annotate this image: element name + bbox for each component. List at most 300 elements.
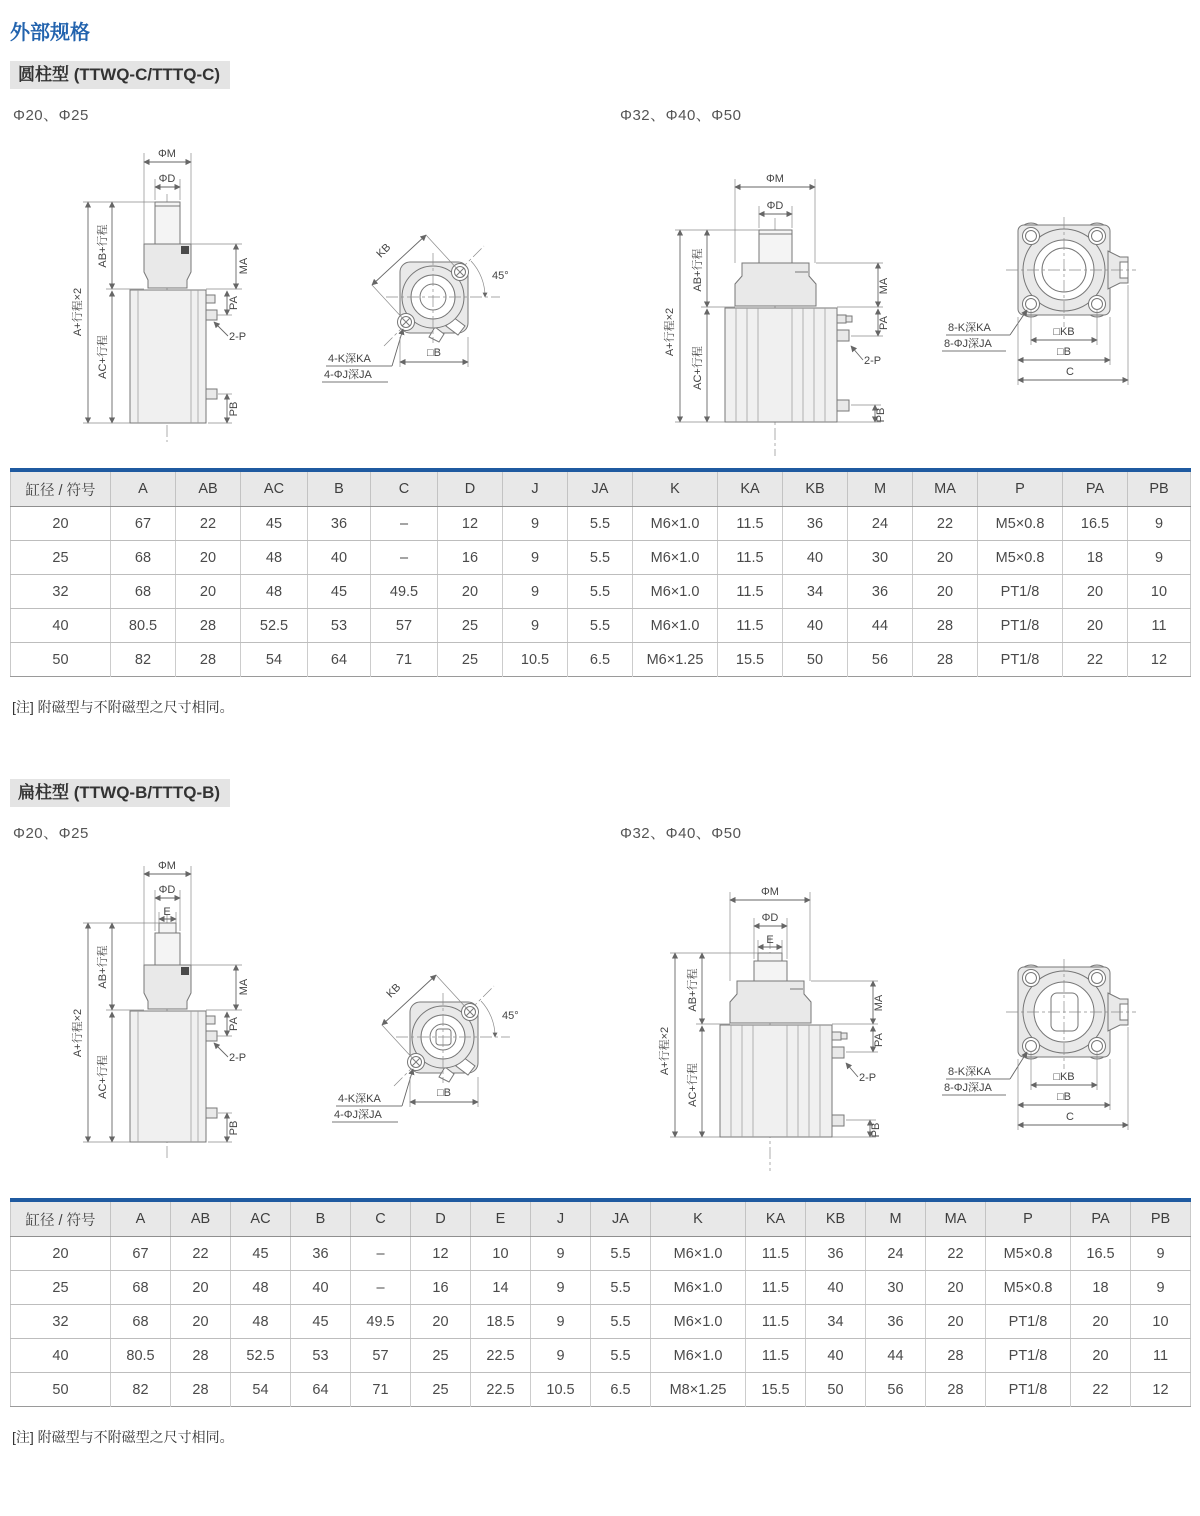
table-cell: 54	[231, 1373, 291, 1407]
table-cell: 40	[291, 1271, 351, 1305]
table-cell: 9	[1128, 507, 1191, 541]
table-cell: 48	[241, 575, 308, 609]
table-cell: 16	[438, 541, 503, 575]
dim-ac-stroke: AC+行程	[687, 1063, 699, 1107]
table-cell: 64	[308, 643, 371, 677]
table-cell: 53	[291, 1339, 351, 1373]
table-header-cell: KB	[783, 470, 848, 507]
dim-kb: KB	[384, 981, 404, 1001]
drawing-s1-side-view-small	[60, 140, 320, 470]
drawing-s2-top-view-large	[930, 935, 1200, 1155]
table-header-cell: M	[866, 1200, 926, 1237]
drawing-s1-side-view-large	[635, 160, 910, 470]
table-cell: 57	[351, 1339, 411, 1373]
dim-a-stroke: A+行程×2	[664, 307, 676, 357]
table-cell: 40	[783, 541, 848, 575]
table-cell: 28	[926, 1373, 986, 1407]
table-cell: 9	[503, 541, 568, 575]
table-cell: 40	[11, 1339, 111, 1373]
dim-pa: PA	[878, 316, 890, 330]
dim-45deg: 45°	[492, 270, 509, 282]
dim-sq-b: □B	[1057, 346, 1071, 358]
table-cell: 10	[471, 1237, 531, 1271]
table-cell: 56	[866, 1373, 926, 1407]
table-cell: 68	[111, 575, 176, 609]
table-cell: 5.5	[591, 1271, 651, 1305]
dim-ma: MA	[878, 277, 890, 295]
dim-sq-b: □B	[427, 347, 441, 359]
table-cell: 12	[1128, 643, 1191, 677]
table-cell: 40	[806, 1339, 866, 1373]
table-cell: 50	[52, 651, 69, 668]
table-cell: 25	[438, 643, 503, 677]
table-cell: 36	[806, 1237, 866, 1271]
page-title: 外部规格	[10, 22, 90, 44]
dim-c: C	[1066, 366, 1074, 378]
table-cell: 50	[783, 643, 848, 677]
table-header-cell: 缸径 / 符号	[11, 470, 111, 507]
table-cell: 28	[913, 643, 978, 677]
table-cell: 15.5	[746, 1373, 806, 1407]
table-cell: 20	[913, 575, 978, 609]
table-cell: 32	[11, 575, 111, 609]
table-cell: 30	[848, 541, 913, 575]
table-cell: 68	[111, 1271, 171, 1305]
dim-ac-stroke: AC+行程	[97, 335, 109, 379]
table-header-cell: PA	[1063, 470, 1128, 507]
label-8k-ka: 8-K深KA	[948, 1066, 991, 1078]
table-cell: 9	[1131, 1237, 1191, 1271]
dim-pa: PA	[873, 1033, 885, 1047]
table-header-cell: MA	[926, 1200, 986, 1237]
drawing-s2-side-view-small	[60, 855, 320, 1190]
table-cell: 49.5	[371, 575, 438, 609]
table-cell: 24	[866, 1237, 926, 1271]
table-cell: 11.5	[718, 507, 783, 541]
table-cell: 28	[171, 1339, 231, 1373]
table-cell: 10.5	[503, 643, 568, 677]
table-cell: 40	[783, 609, 848, 643]
table-cell: 6.5	[568, 643, 633, 677]
dim-ma: MA	[238, 257, 250, 275]
dim-phi-m: ΦM	[761, 886, 779, 898]
table-cell: 9	[531, 1339, 591, 1373]
table-header-cell: K	[651, 1200, 746, 1237]
dim-phi-m: ΦM	[158, 860, 176, 872]
table-header-cell: KB	[806, 1200, 866, 1237]
table-cell: 56	[848, 643, 913, 677]
table-cell: 12	[1131, 1373, 1191, 1407]
table-cell: M5×0.8	[978, 507, 1063, 541]
table-cell: 11.5	[746, 1305, 806, 1339]
label-8k-ka: 8-K深KA	[948, 322, 991, 334]
table-cell: 54	[241, 643, 308, 677]
table-row	[11, 541, 1191, 575]
table-header-cell: M	[848, 470, 913, 507]
label-4j-ja: 4-ΦJ深JA	[334, 1109, 382, 1121]
dim-ma: MA	[238, 978, 250, 996]
table-cell: 48	[231, 1271, 291, 1305]
table-cell: 68	[111, 541, 176, 575]
dim-pb: PB	[870, 1122, 882, 1138]
dim-ab-stroke: AB+行程	[97, 945, 109, 989]
table-cell: 20	[1071, 1305, 1131, 1339]
section1-size-label-small: Φ20、Φ25	[13, 107, 89, 124]
table-header-row	[11, 1200, 1191, 1237]
table-cell: 12	[438, 507, 503, 541]
table-cell: 22	[176, 507, 241, 541]
table-cell: 5.5	[591, 1305, 651, 1339]
table-header-cell: MA	[913, 470, 978, 507]
table-header-cell: C	[351, 1200, 411, 1237]
table-header-cell: AB	[171, 1200, 231, 1237]
drawing-s2-side-view-large	[630, 875, 910, 1185]
table-header-cell: KA	[718, 470, 783, 507]
dim-sq-b: □B	[1057, 1091, 1071, 1103]
table-header-cell: A	[111, 470, 176, 507]
table-cell: 36	[783, 507, 848, 541]
table-row	[11, 643, 1191, 677]
dim-45deg: 45°	[502, 1010, 519, 1022]
table-header-cell: E	[471, 1200, 531, 1237]
table-cell: 36	[308, 507, 371, 541]
table-cell: 82	[111, 1373, 171, 1407]
table-cell: 68	[111, 1305, 171, 1339]
table-cell: 11.5	[746, 1271, 806, 1305]
table-cell: 28	[171, 1373, 231, 1407]
table-cell: 16.5	[1063, 507, 1128, 541]
table-cell: 52.5	[231, 1339, 291, 1373]
table-header-cell: AB	[176, 470, 241, 507]
table-cell: PT1/8	[978, 575, 1063, 609]
table-cell: 5.5	[568, 575, 633, 609]
table-cell: 9	[1131, 1271, 1191, 1305]
dim-ab-stroke: AB+行程	[97, 224, 109, 268]
dim-phi-d: ΦD	[766, 200, 784, 212]
table-row	[11, 1373, 1191, 1407]
table-header-row	[11, 470, 1191, 507]
table-cell: 52.5	[241, 609, 308, 643]
dim-e: E	[766, 934, 774, 946]
table-cell: –	[351, 1237, 411, 1271]
table-cell: 32	[11, 1305, 111, 1339]
table-cell: M6×1.0	[633, 541, 718, 575]
section1-note: [注] 附磁型与不附磁型之尺寸相同。	[12, 699, 234, 715]
dim-2p: 2-P	[229, 1052, 247, 1064]
dim-phi-m: ΦM	[158, 148, 176, 160]
table-header-cell: JA	[591, 1200, 651, 1237]
table-cell: 20	[1071, 1339, 1131, 1373]
table-cell: 25	[411, 1339, 471, 1373]
table-cell: 44	[866, 1339, 926, 1373]
table-cell: 20	[171, 1271, 231, 1305]
table-header-cell: KA	[746, 1200, 806, 1237]
table-cell: 34	[806, 1305, 866, 1339]
table-cell: 20	[411, 1305, 471, 1339]
table-header-cell: D	[411, 1200, 471, 1237]
table-cell: M6×1.0	[633, 609, 718, 643]
table-cell: 22	[171, 1237, 231, 1271]
table-cell: M6×1.0	[651, 1237, 746, 1271]
table-cell: 18.5	[471, 1305, 531, 1339]
table-header-cell: P	[978, 470, 1063, 507]
table-cell: 40	[11, 609, 111, 643]
dim-sq-kb: □KB	[1053, 1071, 1075, 1083]
table-row	[11, 1237, 1191, 1271]
table-cell: 36	[848, 575, 913, 609]
table-cell: M5×0.8	[986, 1237, 1071, 1271]
dim-phi-m: ΦM	[766, 173, 784, 185]
table-header-cell: A	[111, 1200, 171, 1237]
table-cell: 22.5	[471, 1373, 531, 1407]
table-row	[11, 507, 1191, 541]
section1-heading: 圆柱型 (TTWQ-C/TTTQ-C)	[10, 61, 230, 89]
table-cell: 14	[471, 1271, 531, 1305]
table-cell: 64	[291, 1373, 351, 1407]
table-cell: 34	[783, 575, 848, 609]
dim-ma: MA	[873, 994, 885, 1012]
table-cell: 28	[176, 643, 241, 677]
table-cell: 80.5	[111, 609, 176, 643]
section2-note: [注] 附磁型与不附磁型之尺寸相同。	[12, 1429, 234, 1445]
dim-pb: PB	[228, 1120, 240, 1136]
table-cell: 40	[806, 1271, 866, 1305]
dim-a-stroke: A+行程×2	[72, 287, 84, 337]
table-cell: 9	[503, 575, 568, 609]
table-cell: 20	[171, 1305, 231, 1339]
table-cell: 45	[241, 507, 308, 541]
table-cell: 12	[411, 1237, 471, 1271]
table-cell: 25	[11, 1271, 111, 1305]
table-cell: 10	[1128, 575, 1191, 609]
table-cell: 5.5	[568, 541, 633, 575]
table-cell: 9	[503, 609, 568, 643]
table-cell: M6×1.0	[651, 1339, 746, 1373]
table-header-cell: B	[291, 1200, 351, 1237]
dim-sq-kb: □KB	[1053, 326, 1075, 338]
drawing-s1-top-view-small	[320, 215, 545, 405]
section2-heading-wrap	[10, 778, 230, 803]
table-cell: 11	[1128, 609, 1191, 643]
table-cell: 67	[111, 507, 176, 541]
table-header-cell: PB	[1128, 470, 1191, 507]
table-cell: –	[371, 541, 438, 575]
table-cell: 18	[1071, 1271, 1131, 1305]
table-cell: 20	[913, 541, 978, 575]
dim-ac-stroke: AC+行程	[97, 1055, 109, 1099]
table-cell: 22	[926, 1237, 986, 1271]
table-cell: PT1/8	[986, 1373, 1071, 1407]
table-row	[11, 1271, 1191, 1305]
dim-sq-b: □B	[437, 1087, 451, 1099]
table-row	[11, 1339, 1191, 1373]
table-cell: 45	[308, 575, 371, 609]
table-cell: 20	[438, 575, 503, 609]
table-header-cell: 缸径 / 符号	[11, 1200, 111, 1237]
table-cell: 50	[806, 1373, 866, 1407]
table-cell: 71	[351, 1373, 411, 1407]
table-cell: 48	[231, 1305, 291, 1339]
table-cell: –	[351, 1271, 411, 1305]
table-row	[11, 1305, 1191, 1339]
table-header-cell: J	[531, 1200, 591, 1237]
section1-heading-wrap	[10, 60, 230, 85]
table-header-cell: AC	[231, 1200, 291, 1237]
table-cell: 67	[111, 1237, 171, 1271]
dim-2p: 2-P	[859, 1072, 877, 1084]
dim-a-stroke: A+行程×2	[659, 1026, 671, 1076]
table-header-cell: J	[503, 470, 568, 507]
table-row	[11, 609, 1191, 643]
table-cell: 25	[411, 1373, 471, 1407]
table-cell: 20	[926, 1271, 986, 1305]
table-cell: M6×1.0	[633, 507, 718, 541]
spec-table-round	[10, 468, 1191, 677]
table-cell: 5.5	[568, 609, 633, 643]
table-header-cell: PA	[1071, 1200, 1131, 1237]
table-header-cell: JA	[568, 470, 633, 507]
dim-pb: PB	[875, 407, 887, 423]
section2-heading: 扁柱型 (TTWQ-B/TTTQ-B)	[10, 779, 230, 807]
table-cell: 45	[291, 1305, 351, 1339]
section2-size-label-small: Φ20、Φ25	[13, 825, 89, 842]
table-cell: 6.5	[591, 1373, 651, 1407]
table-cell: 11.5	[718, 575, 783, 609]
table-cell: 5.5	[591, 1339, 651, 1373]
table-cell: PT1/8	[978, 609, 1063, 643]
table-cell: –	[371, 507, 438, 541]
drawing-s2-top-view-small	[330, 955, 555, 1145]
drawing-s1-top-view-large	[930, 195, 1200, 405]
table-cell: 50	[52, 1381, 69, 1398]
table-cell: PT1/8	[986, 1339, 1071, 1373]
table-cell: 18	[1063, 541, 1128, 575]
table-cell: 82	[111, 643, 176, 677]
table-cell: 80.5	[111, 1339, 171, 1373]
table-cell: PT1/8	[978, 643, 1063, 677]
section1-size-label-large: Φ32、Φ40、Φ50	[620, 107, 742, 124]
table-cell: 28	[913, 609, 978, 643]
table-cell: 30	[866, 1271, 926, 1305]
table-cell: 11.5	[718, 541, 783, 575]
section1-table-wrap	[10, 468, 1191, 677]
table-cell: 24	[848, 507, 913, 541]
table-cell: 20	[11, 1237, 111, 1271]
table-cell: 53	[308, 609, 371, 643]
table-header-cell: AC	[241, 470, 308, 507]
table-cell: 71	[371, 643, 438, 677]
table-cell: M6×1.0	[633, 575, 718, 609]
table-cell: 20	[1063, 609, 1128, 643]
table-cell: 25	[11, 541, 111, 575]
table-cell: 10.5	[531, 1373, 591, 1407]
table-header-cell: C	[371, 470, 438, 507]
table-cell: 10	[1131, 1305, 1191, 1339]
table-header-cell: P	[986, 1200, 1071, 1237]
table-cell: M6×1.25	[633, 643, 718, 677]
table-cell: M6×1.0	[651, 1271, 746, 1305]
table-cell: 44	[848, 609, 913, 643]
dim-c: C	[1066, 1111, 1074, 1123]
table-cell: 11.5	[718, 609, 783, 643]
dim-e: E	[163, 906, 171, 918]
table-cell: 11.5	[746, 1339, 806, 1373]
dim-ab-stroke: AB+行程	[687, 968, 699, 1012]
table-cell: 40	[308, 541, 371, 575]
table-cell: PT1/8	[986, 1305, 1071, 1339]
table-cell: 5.5	[591, 1237, 651, 1271]
table-row	[11, 575, 1191, 609]
dim-ac-stroke: AC+行程	[692, 346, 704, 390]
table-cell: 20	[1063, 575, 1128, 609]
table-cell: 22.5	[471, 1339, 531, 1373]
table-cell: 20	[176, 575, 241, 609]
table-cell: M5×0.8	[978, 541, 1063, 575]
label-4j-ja: 4-ΦJ深JA	[324, 369, 372, 381]
table-cell: M8×1.25	[651, 1373, 746, 1407]
label-8j-ja: 8-ΦJ深JA	[944, 338, 992, 350]
table-cell: 11.5	[746, 1237, 806, 1271]
dim-pb: PB	[228, 401, 240, 417]
label-4k-ka: 4-K深KA	[328, 353, 371, 365]
table-cell: 22	[1071, 1373, 1131, 1407]
table-cell: M5×0.8	[986, 1271, 1071, 1305]
table-header-cell: K	[633, 470, 718, 507]
table-header-cell: D	[438, 470, 503, 507]
label-4k-ka: 4-K深KA	[338, 1093, 381, 1105]
table-header-cell: B	[308, 470, 371, 507]
dim-phi-d: ΦD	[158, 884, 176, 896]
table-header-cell: PB	[1131, 1200, 1191, 1237]
dim-pa: PA	[228, 1017, 240, 1031]
table-cell: 9	[531, 1305, 591, 1339]
table-cell: 36	[291, 1237, 351, 1271]
dim-2p: 2-P	[229, 331, 247, 343]
table-cell: 9	[1128, 541, 1191, 575]
table-cell: 45	[231, 1237, 291, 1271]
dim-2p: 2-P	[864, 355, 882, 367]
section2-size-label-large: Φ32、Φ40、Φ50	[620, 825, 742, 842]
table-cell: 11	[1131, 1339, 1191, 1373]
dim-phi-d: ΦD	[761, 912, 779, 924]
dim-ab-stroke: AB+行程	[692, 248, 704, 292]
dim-kb: KB	[374, 241, 394, 261]
table-cell: 9	[531, 1271, 591, 1305]
label-8j-ja: 8-ΦJ深JA	[944, 1082, 992, 1094]
table-cell: 5.5	[568, 507, 633, 541]
table-cell: 22	[1063, 643, 1128, 677]
table-cell: 28	[176, 609, 241, 643]
spec-table-flat	[10, 1198, 1191, 1407]
table-cell: 16.5	[1071, 1237, 1131, 1271]
table-cell: 28	[926, 1339, 986, 1373]
table-cell: 15.5	[718, 643, 783, 677]
dim-a-stroke: A+行程×2	[72, 1008, 84, 1058]
dim-phi-d: ΦD	[158, 173, 176, 185]
dim-pa: PA	[228, 296, 240, 310]
section2-table-wrap	[10, 1198, 1191, 1407]
table-cell: 20	[926, 1305, 986, 1339]
table-cell: 25	[438, 609, 503, 643]
table-cell: 57	[371, 609, 438, 643]
table-cell: 48	[241, 541, 308, 575]
table-cell: 9	[503, 507, 568, 541]
table-cell: 22	[913, 507, 978, 541]
table-cell: 20	[176, 541, 241, 575]
table-cell: 49.5	[351, 1305, 411, 1339]
table-cell: 36	[866, 1305, 926, 1339]
table-cell: 20	[11, 507, 111, 541]
